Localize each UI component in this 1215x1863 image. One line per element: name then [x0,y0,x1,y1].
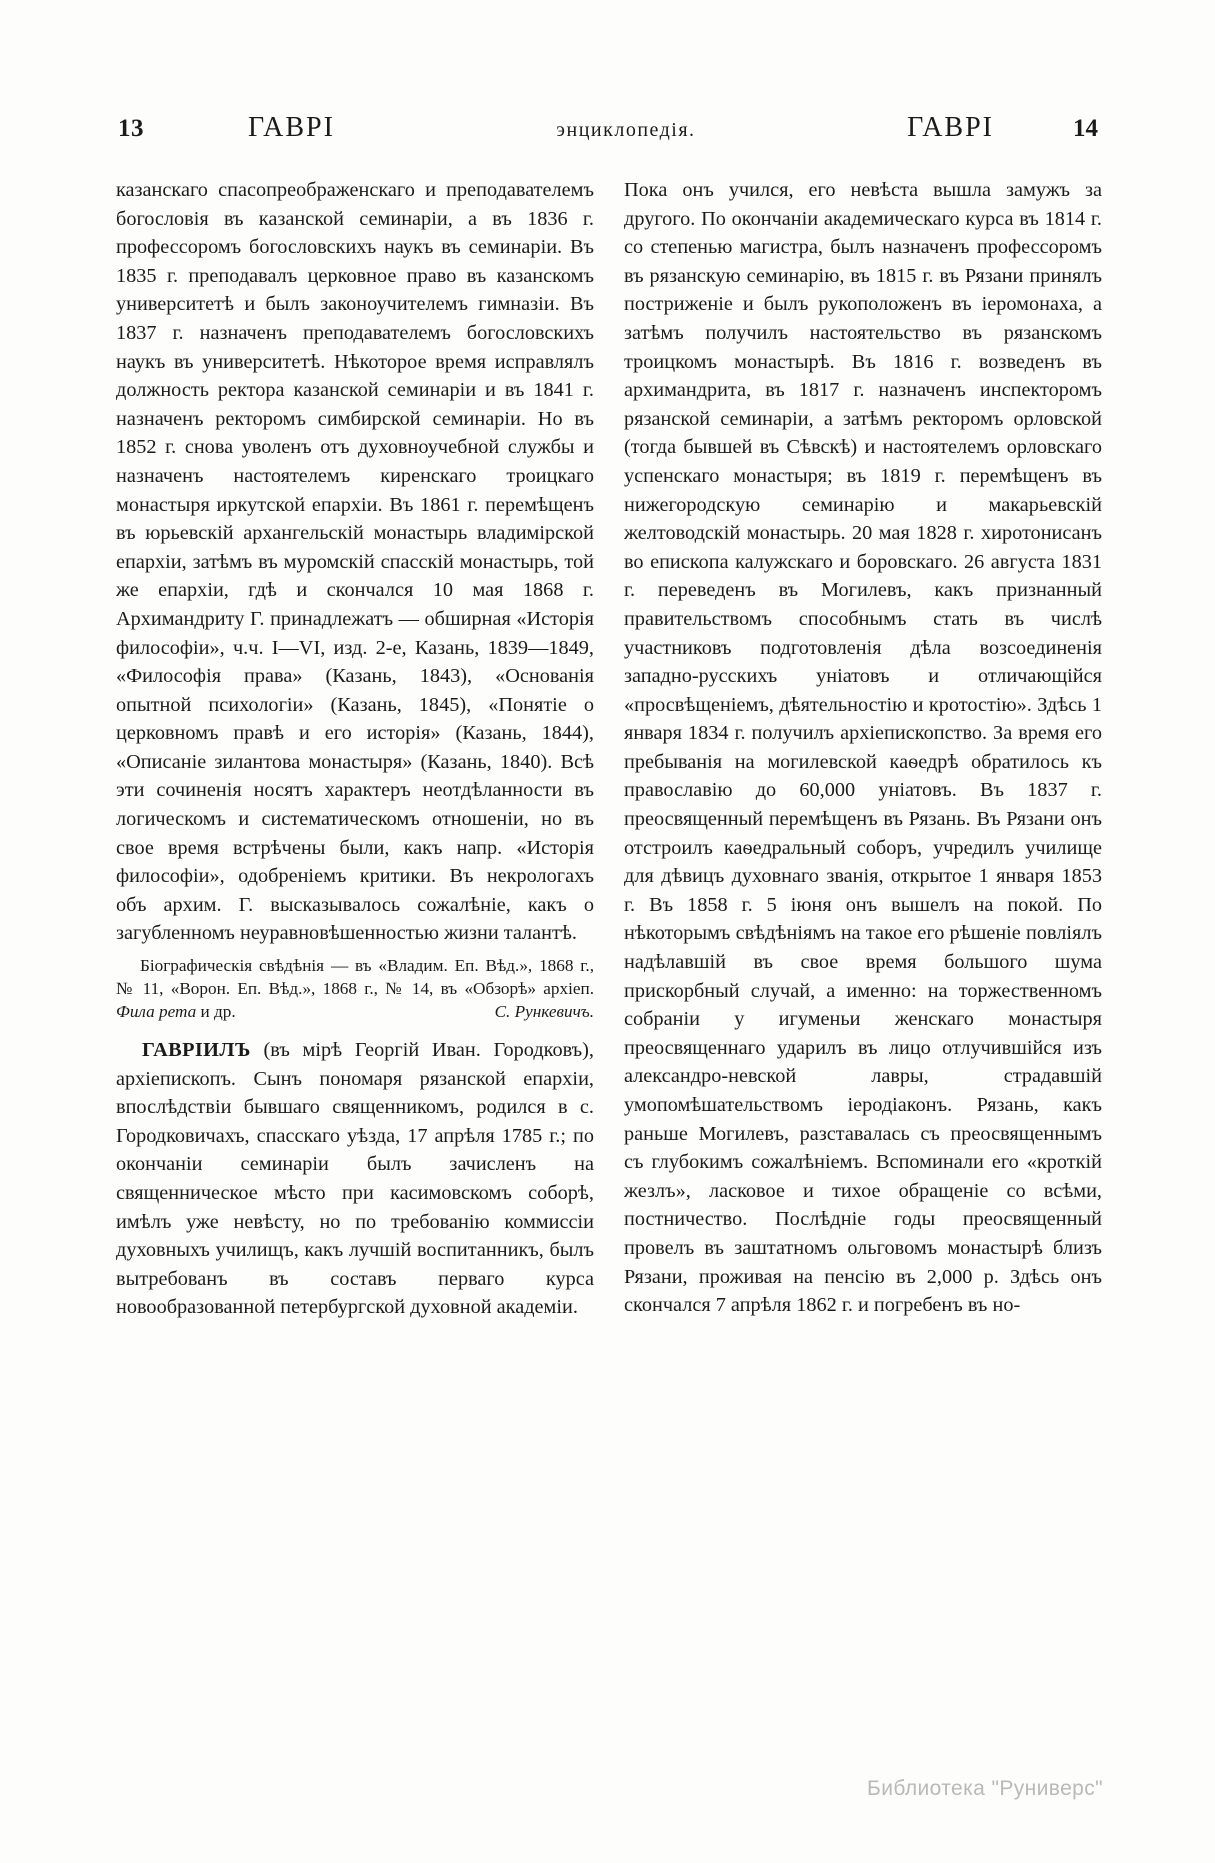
running-head-title: энциклопедія. [556,119,696,141]
text-columns [116,176,1102,1746]
running-head [118,112,1098,146]
dictionary-entry [116,1036,594,1322]
entry-headword: ГАВРІИЛЪ [142,1039,251,1062]
column-left [116,176,594,1746]
source-note-text: Біографическія свѣдѣнія — въ «Владим. Еп. Вѣд.», 1868 г., № 11, «Ворон. Еп. Вѣд.», 1868 г., № 14, въ «Обзорѣ» архіеп. [116,956,594,999]
catchword-right: ГАВРІ [907,112,994,143]
source-note-author: Фила рета [116,1002,197,1022]
source-note [116,954,594,1023]
entry-body: (въ мірѣ Георгій Иван. Городковъ), архіепископъ. Сынъ пономаря рязанской епархіи, впослѣдствіи бывшаго священникомъ, родился в с. Городковичахъ, спасскаго уѣзда, 17 апрѣля 1785 г.; по окончаніи семинаріи былъ зачисленъ на священническое мѣсто при касимовскомъ соборѣ, имѣлъ уже невѣсту, но по требованію коммиссіи духовныхъ училищъ, какъ лучшій воспитанникъ, былъ вытребованъ въ составъ перваго курса новообразованной петербургской духовной академіи. [116,1039,594,1319]
right-column-paragraph: Пока онъ учился, его невѣста вышла замужъ за другого. По окончаніи академическаго курса въ 1814 г. со степенью магистра, былъ назначенъ профессоромъ въ рязанскую семинарію, въ 1815 г. въ Рязани принялъ постриженіе и былъ рукоположенъ въ іеромонаха, а затѣмъ получилъ настоятельство въ рязанскомъ троицкомъ монастырѣ. Въ 1816 г. возведенъ въ архимандрита, въ 1817 г. назначенъ инспекторомъ рязанской семинаріи, а затѣмъ ректоромъ орловской (тогда бывшей въ Сѣвскѣ) и настоятелемъ орловскаго успенскаго монастыря; въ 1819 г. перемѣщенъ въ нижегородскую семинарію и макарьевскій желтоводскій монастырь. 20 мая 1828 г. хиротонисанъ во епископа калужскаго и боровскаго. 26 августа 1831 г. переведенъ въ Могилевъ, какъ признанный правительствомъ способнымъ стать въ числѣ участниковъ подготовленія дѣла возсоединенія западно-русскихъ уніатовъ и отличающійся «просвѣщеніемъ, дѣятельностію и кротостію». Здѣсь 1 января 1834 г. получилъ архіепископство. За время его пребыванія на могилевской каѳедрѣ обратилось къ православію до 60,000 уніатовъ. Въ 1837 г. преосвященный перемѣщенъ въ Рязань. Въ Рязани онъ отстроилъ каѳедральный соборъ, учредилъ училище для дѣвицъ духовнаго званія, открытое 1 января 1853 г. Въ 1858 г. 5 іюня онъ вышелъ на покой. По нѣкоторымъ свѣдѣніямъ на такое его рѣшеніе повліялъ надѣлавшій въ свое время большого шума прискорбный случай, а именно: на торжественномъ собраніи у игуменьи женскаго монастыря преосвященнаго ударилъ въ лицо отлучившійся изъ александро-невской лавры, страдавшій умопомѣшательствомъ іеродіаконъ. Рязань, какъ раньше Могилевъ, разставалась съ преосвященнымъ съ глубокимъ сожалѣніемъ. Вспоминали его «кроткій жезлъ», ласковое и тихое обращеніе со всѣми, постничество. Послѣдніе годы преосвященный провелъ въ заштатномъ ольговомъ монастырѣ близъ Рязани, проживая на пенсію въ 2,000 р. Здѣсь онъ скончался 7 апрѣля 1862 г. и погребенъ въ но- [624,179,1102,1317]
folio-right: 14 [1073,115,1098,142]
catchword-left: ГАВРІ [248,112,335,143]
column-right [624,176,1102,1746]
source-note-tail: и др. [196,1002,236,1022]
continuation-paragraph: казанскаго спасопреображенскаго и преподавателемъ богословія въ казанской семинаріи, а въ 1836 г. профессоромъ богословскихъ наукъ въ семинаріи. Въ 1835 г. преподавалъ церковное право въ казанскомъ университетѣ и былъ законоучителемъ гимназіи. Въ 1837 г. назначенъ преподавателемъ богословскихъ наукъ въ университетѣ. Нѣкоторое время исправлялъ должность ректора казанской семинаріи и въ 1841 г. назначенъ ректоромъ симбирской семинаріи. Но въ 1852 г. снова уволенъ отъ духовноучебной службы и назначенъ настоятелемъ киренскаго троицкаго монастыря иркутской епархіи. Въ 1861 г. перемѣщенъ въ юрьевскій архангельскій монастырь владимірской епархіи, затѣмъ въ муромскій спасскій монастырь, той же епархіи, гдѣ и скончался 10 мая 1868 г. Архимандриту Г. принадлежатъ — обширная «Исторія философіи», ч.ч. I—VI, изд. 2-е, Казань, 1839—1849, «Философія права» (Казань, 1843), «Основанія опытной психологіи» (Казань, 1845), «Понятіе о церковномъ правѣ и его исторія» (Казань, 1844), «Описаніе зилантова монастыря» (Казань, 1840). Всѣ эти сочиненія носятъ характеръ неотдѣланности въ логическомъ и систематическомъ отношеніи, но въ свое время встрѣчены были, какъ напр. «Исторія философіи», одобреніемъ критики. Въ некрологахъ объ архим. Г. высказывалось сожалѣніе, какъ о загубленномъ неуравновѣшенностью жизни талантѣ. [116,179,594,945]
signature: С. Рункевичъ. [494,1002,594,1022]
folio-left: 13 [118,115,144,142]
library-watermark: Библиотека "Руниверс" [867,1777,1103,1800]
